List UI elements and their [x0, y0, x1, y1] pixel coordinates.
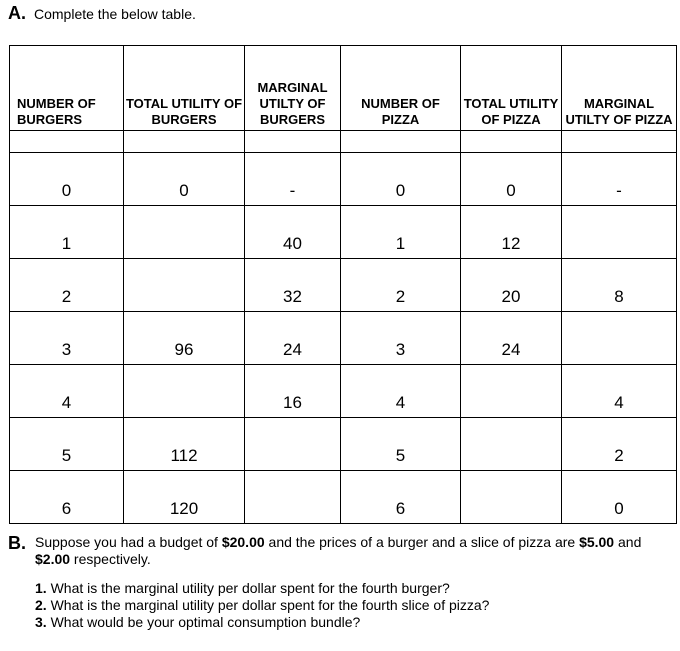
question-list — [35, 580, 673, 631]
section-a-instruction: Complete the below table. — [34, 6, 196, 22]
header-total-utility-pizza: TOTAL UTILITY OF PIZZA — [461, 46, 562, 131]
num-burgers-cell: 2 — [10, 259, 124, 312]
marginal-utility-pizza-cell — [562, 312, 677, 365]
total-utility-burgers-cell: 120 — [124, 471, 245, 524]
table-row — [10, 259, 677, 312]
header-marginal-utility-pizza: MARGINAL UTILTY OF PIZZA — [562, 46, 677, 131]
num-pizza-cell: 5 — [341, 418, 461, 471]
marginal-utility-pizza-cell: 0 — [562, 471, 677, 524]
section-b — [8, 534, 673, 631]
marginal-utility-pizza-cell: 2 — [562, 418, 677, 471]
total-utility-pizza-cell — [461, 418, 562, 471]
section-a-letter: A. — [8, 3, 26, 23]
header-marginal-utility-burgers: MARGINAL UTILTY OF BURGERS — [245, 46, 341, 131]
num-pizza-cell: 0 — [341, 153, 461, 206]
header-total-utility-burgers: TOTAL UTILITY OF BURGERS — [124, 46, 245, 131]
num-pizza-cell: 6 — [341, 471, 461, 524]
num-burgers-cell: 3 — [10, 312, 124, 365]
total-utility-pizza-cell: 12 — [461, 206, 562, 259]
table-row — [10, 206, 677, 259]
question-2: 2. What is the marginal utility per dollar spent for the fourth slice of pizza? — [35, 597, 490, 613]
total-utility-pizza-cell: 0 — [461, 153, 562, 206]
table-header-row — [10, 46, 677, 131]
table-row — [10, 471, 677, 524]
total-utility-burgers-cell: 0 — [124, 153, 245, 206]
marginal-utility-pizza-cell: 8 — [562, 259, 677, 312]
header-number-of-burgers: NUMBER OF BURGERS — [10, 46, 124, 131]
question-3: 3. What would be your optimal consumption bundle? — [35, 614, 361, 630]
num-burgers-cell: 5 — [10, 418, 124, 471]
marginal-utility-burgers-cell: - — [245, 153, 341, 206]
total-utility-burgers-cell — [124, 365, 245, 418]
num-pizza-cell: 4 — [341, 365, 461, 418]
total-utility-pizza-cell — [461, 365, 562, 418]
burger-price: $5.00 — [579, 534, 615, 550]
blank-spacer-row — [10, 131, 677, 153]
num-burgers-cell: 4 — [10, 365, 124, 418]
total-utility-pizza-cell — [461, 471, 562, 524]
table-row — [10, 418, 677, 471]
marginal-utility-pizza-cell: - — [562, 153, 677, 206]
section-a-heading — [8, 3, 196, 24]
budget-amount: $20.00 — [221, 534, 265, 550]
total-utility-burgers-cell — [124, 206, 245, 259]
total-utility-pizza-cell: 20 — [461, 259, 562, 312]
num-burgers-cell: 6 — [10, 471, 124, 524]
marginal-utility-pizza-cell — [562, 206, 677, 259]
total-utility-burgers-cell: 96 — [124, 312, 245, 365]
table-row — [10, 312, 677, 365]
marginal-utility-burgers-cell — [245, 471, 341, 524]
num-pizza-cell: 3 — [341, 312, 461, 365]
table-row — [10, 153, 677, 206]
question-1: 1. What is the marginal utility per dollar spent for the fourth burger? — [35, 580, 450, 596]
utility-table — [9, 45, 677, 524]
marginal-utility-burgers-cell: 16 — [245, 365, 341, 418]
marginal-utility-pizza-cell: 4 — [562, 365, 677, 418]
section-b-letter: B. — [8, 533, 26, 553]
total-utility-burgers-cell — [124, 259, 245, 312]
num-pizza-cell: 2 — [341, 259, 461, 312]
total-utility-pizza-cell: 24 — [461, 312, 562, 365]
pizza-price: $2.00 — [35, 551, 71, 567]
marginal-utility-burgers-cell — [245, 418, 341, 471]
marginal-utility-burgers-cell: 24 — [245, 312, 341, 365]
marginal-utility-burgers-cell: 40 — [245, 206, 341, 259]
total-utility-burgers-cell: 112 — [124, 418, 245, 471]
table-row — [10, 365, 677, 418]
num-burgers-cell: 0 — [10, 153, 124, 206]
num-pizza-cell: 1 — [341, 206, 461, 259]
header-number-of-pizza: NUMBER OF PIZZA — [341, 46, 461, 131]
num-burgers-cell: 1 — [10, 206, 124, 259]
budget-paragraph: Suppose you had a budget of $20.00 and the prices of a burger and a slice of pizza are $5.00 and $2.00 respectively. — [35, 534, 642, 567]
marginal-utility-burgers-cell: 32 — [245, 259, 341, 312]
